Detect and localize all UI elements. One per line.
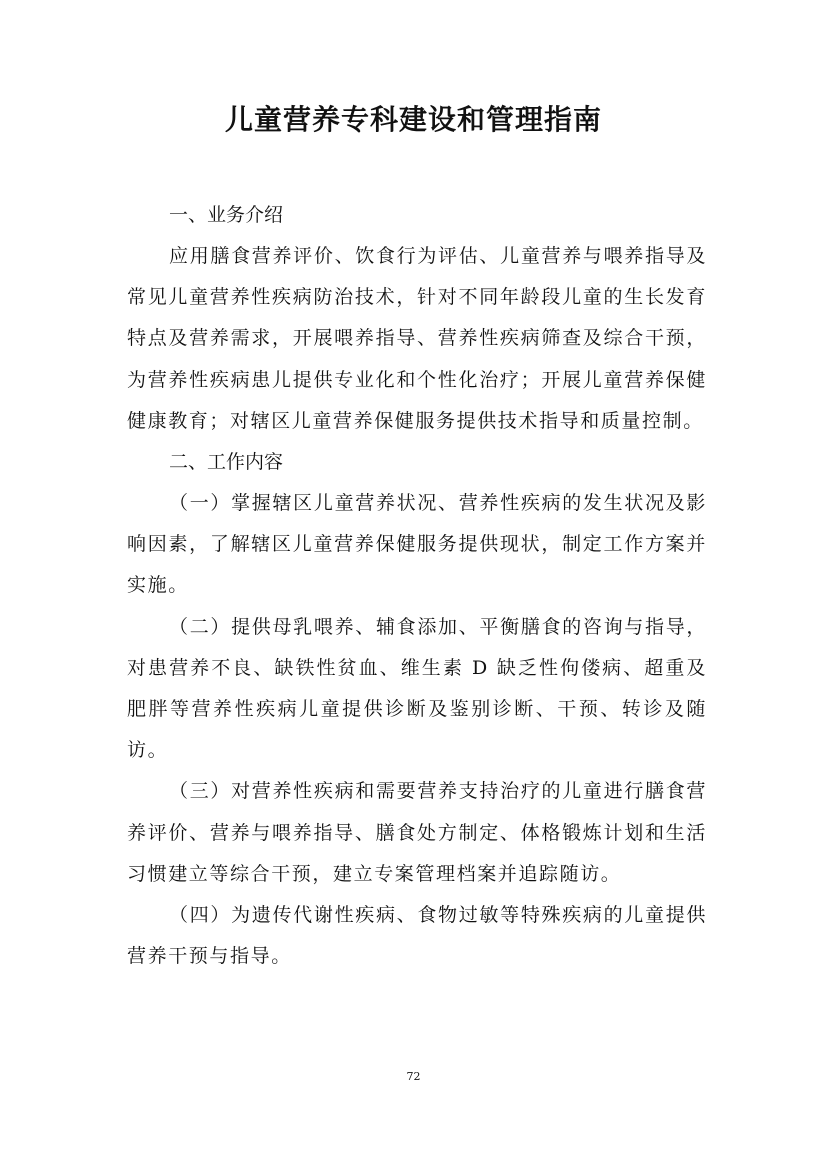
section-work-content — [127, 442, 707, 977]
page-title: 儿童营养专科建设和管理指南 — [224, 103, 602, 136]
section-heading: 二、工作内容 — [169, 451, 284, 474]
section-heading: 一、业务介绍 — [169, 204, 284, 226]
paragraph: （三）对营养性疾病和需要营养支持治疗的儿童进行膳食营养评价、营养与喂养指导、膳食处方制定、体格锻炼计划和生活习惯建立等综合干预，建立专案管理档案并追踪随访。 — [127, 780, 707, 885]
paragraph: （二）提供母乳喂养、辅食添加、平衡膳食的咨询与指导，对患营养不良、缺铁性贫血、维生素 D 缺乏性佝偻病、超重及肥胖等营养性疾病儿童提供诊断及鉴别诊断、干预、转诊及随访。 — [127, 615, 707, 762]
paragraph: （一）掌握辖区儿童营养状况、营养性疾病的发生状况及影响因素，了解辖区儿童营养保健服务提供现状，制定工作方案并实施。 — [127, 492, 707, 597]
page-number: 72 — [406, 1070, 421, 1083]
paragraph: （四）为遗传代谢性疾病、食物过敏等特殊疾病的儿童提供营养干预与指导。 — [127, 904, 707, 968]
section-business-intro — [127, 195, 707, 442]
paragraph: 应用膳食营养评价、饮食行为评估、儿童营养与喂养指导及常见儿童营养性疾病防治技术，针对不同年龄段儿童的生长发育特点及营养需求，开展喂养指导、营养性疾病筛查及综合干预，为营养性疾病患儿提供专业化和个性化治疗；开展儿童营养保健健康教育；对辖区儿童营养保健服务提供技术指导和质量控制。 — [127, 245, 707, 432]
document-body — [127, 195, 707, 977]
